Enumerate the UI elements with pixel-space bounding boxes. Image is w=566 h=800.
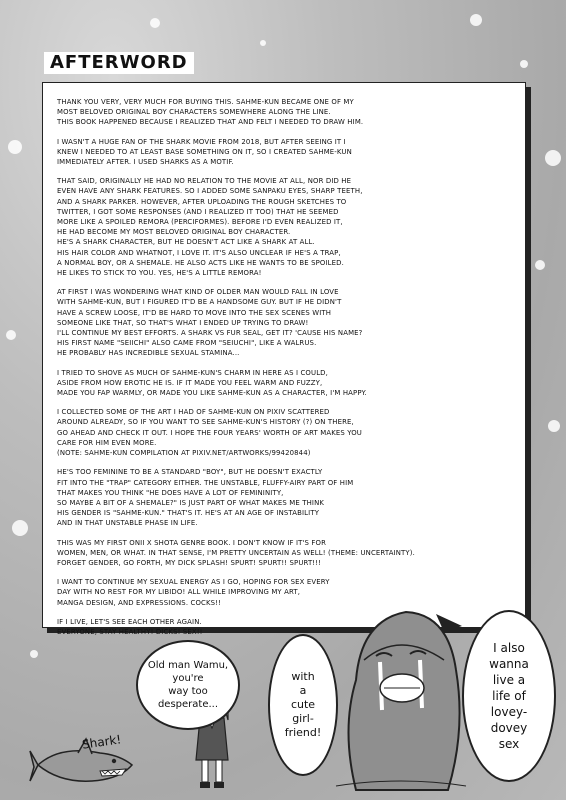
bokeh-dot: [30, 650, 38, 658]
bokeh-dot: [520, 60, 528, 68]
afterword-paragraph: AT FIRST I WAS WONDERING WHAT KIND OF OLDER MAN WOULD FALL IN LOVE WITH SAHME-KUN, BUT I FIGURED IT'D BE A HANDSOME GUY. BUT IF HE DIDN'T HAVE A SCREW LOOSE, IT'D BE HARD TO MOVE INTO THE SEX SCENES WITH SOMEONE LIKE THAT, SO THAT'S WHAT I ENDED UP TRYING TO DRAW! I'LL CONTINUE MY BEST EFFORTS. A SHARK VS FUR SEAL, GET IT? 'CAUSE HIS NAME? HIS FIRST NAME "SEIICHI" ALSO CAME FROM "SEIUCHI", LIKE A WALRUS. HE PROBABLY HAS INCREDIBLE SEXUAL STAMINA...: [57, 288, 363, 358]
afterword-paragraph: I COLLECTED SOME OF THE ART I HAD OF SAHME-KUN ON PIXIV SCATTERED AROUND ALREADY, SO IF YOU WANT TO SEE SAHME-KUN'S HISTORY (?) ON THERE, GO AHEAD AND CHECK IT OUT. I HOPE THE FOUR YEARS' WORTH OF ART MAKES YOU CARE FOR HIM EVEN MORE. (NOTE: SAHME-KUN COMPILATION AT PIXIV.NET/ARTWORKS/99420844): [57, 408, 362, 458]
afterword-paragraph: THAT SAID, ORIGINALLY HE HAD NO RELATION TO THE MOVIE AT ALL, NOR DID HE EVEN HAVE ANY SHARK FEATURES. SO I ADDED SOME SANPAKU EYES, SHARP TEETH, AND A SHARK PARKER. HOWEVER, AFTER UPLOADING THE ROUGH SKETCHES TO TWITTER, I GOT SOME RESPONSES (AND I REALIZED IT TOO) THAT HE SEEMED MORE LIKE A SPOILED REMORA (PERCIFORMES). BEFORE I'D EVEN REALIZED IT, HE HAD BECOME MY MOST BELOVED ORIGINAL BOY CHARACTER. HE'S A SHARK CHARACTER, BUT HE DOESN'T ACT LIKE A SHARK AT ALL. HIS HAIR COLOR AND WHATNOT, I LOVE IT. IT'S ALSO UNCLEAR IF HE'S A TRAP, A NORMAL BOY, OR A SHEMALE. HE ALSO ACTS LIKE HE WANTS TO BE SPOILED. HE LIKES TO STICK TO YOU. YES, HE'S A LITTLE REMORA!: [57, 177, 363, 278]
bokeh-dot: [545, 150, 561, 166]
speech-bubble-old-man: Old man Wamu, you're way too desperate...: [136, 640, 240, 730]
speech-bubble-girlfriend: with a cute girl- friend!: [268, 634, 338, 776]
speech-bubble-lovey-dovey: I also wanna live a life of lovey- dovey sex: [462, 610, 556, 782]
afterword-text-panel: [42, 82, 526, 636]
afterword-paragraph: IF I LIVE, LET'S SEE EACH OTHER AGAIN. EVERYONE, STAY HEALTHY! DICKS! SEX!!: [57, 617, 203, 636]
crying-man-illustration: [336, 590, 466, 795]
page-title: AFTERWORD: [44, 52, 194, 74]
afterword-paragraph: I WASN'T A HUGE FAN OF THE SHARK MOVIE FROM 2018, BUT AFTER SEEING IT I KNEW I NEEDED TO AT LEAST BASE SOMETHING ON IT, SO I CREATED SAHME-KUN IMMEDIATELY AFTER. I USED SHARKS AS A MOTIF.: [57, 137, 352, 167]
afterword-paragraph: I TRIED TO SHOVE AS MUCH OF SAHME-KUN'S CHARM IN HERE AS I COULD, ASIDE FROM HOW EROTIC HE IS. IF IT MADE YOU FEEL WARM AND FUZZY, MADE YOU FAP WARMLY, OR MADE YOU LIKE SAHME-KUN AS A CHARACTER, I'M HAPPY.: [57, 368, 367, 398]
bokeh-dot: [6, 330, 16, 340]
bokeh-dot: [12, 520, 28, 536]
bokeh-dot: [535, 260, 545, 270]
bokeh-dot: [8, 140, 22, 154]
bokeh-dot: [260, 40, 266, 46]
bokeh-dot: [548, 420, 560, 432]
afterword-paragraph: THANK YOU VERY, VERY MUCH FOR BUYING THIS. SAHME-KUN BECAME ONE OF MY MOST BELOVED ORIGINAL BOY CHARACTERS SOMEWHERE ALONG THE LINE. THIS BOOK HAPPENED BECAUSE I REALIZED THAT AND FELT I NEEDED TO DRAW HIM.: [57, 98, 364, 127]
afterword-paragraph: I WANT TO CONTINUE MY SEXUAL ENERGY AS I GO, HOPING FOR SEX EVERY DAY WITH NO REST FOR MY LIBIDO! ALL WHILE IMPROVING MY ART, MANGA DESIGN, AND EXPRESSIONS. COCKS!!: [57, 578, 330, 607]
shark-sfx: Shark!: [81, 732, 123, 752]
afterword-paragraph: HE'S TOO FEMININE TO BE A STANDARD "BOY", BUT HE DOESN'T EXACTLY FIT INTO THE "TRAP" CATEGORY EITHER. THE UNSTABLE, FLUFFY-AIRY PART OF HIM THAT MAKES YOU THINK "HE DOES HAVE A LOT OF FEMININITY, SO MAYBE A BIT OF A SHEMALE?" IS JUST PART OF WHAT MAKES ME THINK HIS GENDER IS "SAHME-KUN." THAT'S IT. HE'S AT AN AGE OF INSTABILITY AND IN THAT UNSTABLE PHASE IN LIFE.: [57, 468, 354, 528]
afterword-paragraph: THIS WAS MY FIRST ONII X SHOTA GENRE BOOK. I DON'T KNOW IF IT'S FOR WOMEN, MEN, OR WHAT. IN THAT SENSE, I'M PRETTY UNCERTAIN AS WELL! (THEME: UNCERTAINTY). FORGET GENDER, GO FORTH, MY DICK SPLASH! SPURT! SPURT!! SPURT!!!: [57, 538, 415, 567]
bokeh-dot: [470, 14, 482, 26]
bokeh-dot: [150, 18, 160, 28]
